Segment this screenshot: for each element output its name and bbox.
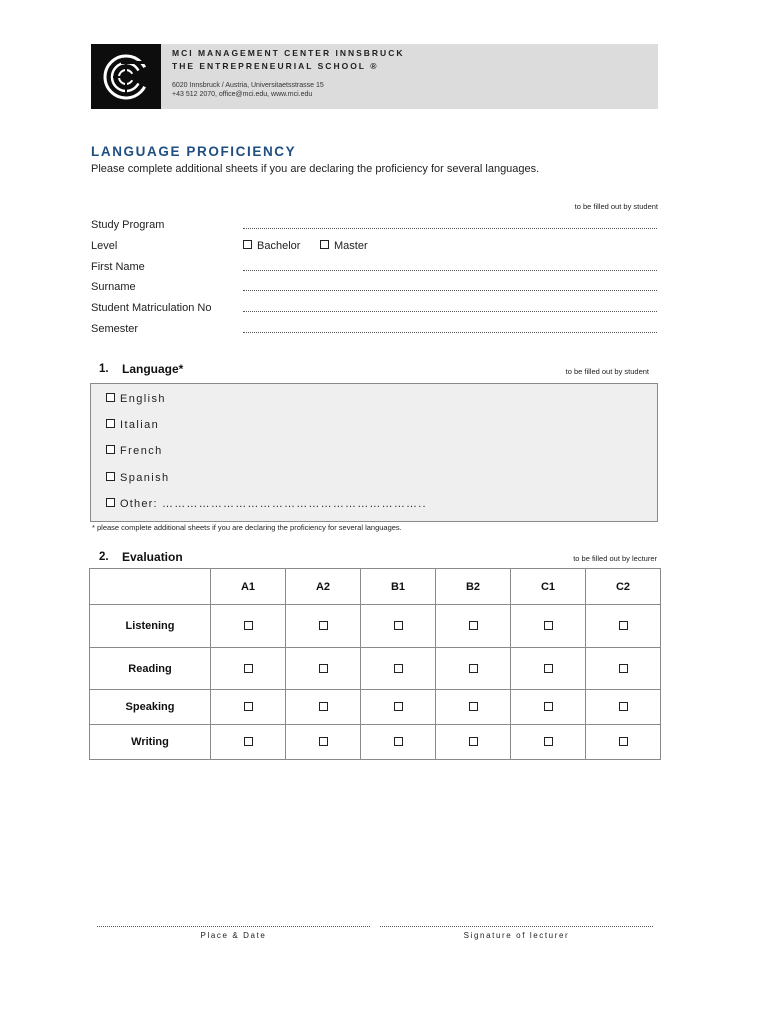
cell	[511, 690, 586, 725]
mci-logo-icon	[101, 52, 151, 102]
cell	[586, 648, 661, 690]
speaking-c1-checkbox[interactable]	[544, 702, 553, 711]
writing-b1-checkbox[interactable]	[394, 737, 403, 746]
language-option-spanish[interactable]	[106, 472, 170, 484]
col-a1: A1	[211, 569, 286, 605]
table-row	[90, 690, 661, 725]
study-program-field[interactable]	[243, 226, 657, 229]
cell	[436, 605, 511, 648]
semester-field[interactable]	[243, 330, 657, 333]
reading-a2-checkbox[interactable]	[319, 664, 328, 673]
surname-label: Surname	[91, 281, 136, 293]
reading-a1-checkbox[interactable]	[244, 664, 253, 673]
language-option-english[interactable]	[106, 393, 166, 405]
cell	[211, 648, 286, 690]
listening-b1-checkbox[interactable]	[394, 621, 403, 630]
cell	[211, 690, 286, 725]
language-option-french[interactable]	[106, 445, 163, 457]
language-option-other[interactable]	[106, 498, 427, 510]
reading-b1-checkbox[interactable]	[394, 664, 403, 673]
page-title: LANGUAGE PROFICIENCY	[91, 144, 297, 159]
semester-label: Semester	[91, 323, 139, 335]
listening-c2-checkbox[interactable]	[619, 621, 628, 630]
level-label: Level	[91, 240, 118, 252]
section2-title: Evaluation	[122, 550, 183, 564]
listening-a1-checkbox[interactable]	[244, 621, 253, 630]
italian-label: Italian	[120, 419, 160, 431]
spanish-label: Spanish	[120, 472, 170, 484]
row-writing: Writing	[90, 725, 211, 760]
table-corner	[90, 569, 211, 605]
cell	[361, 605, 436, 648]
col-c2: C2	[586, 569, 661, 605]
cell	[211, 605, 286, 648]
cell	[511, 605, 586, 648]
student-fill-note: to be filled out by student	[574, 202, 658, 211]
french-checkbox[interactable]	[106, 445, 115, 454]
writing-a2-checkbox[interactable]	[319, 737, 328, 746]
reading-b2-checkbox[interactable]	[469, 664, 478, 673]
french-label: French	[120, 445, 163, 457]
first-name-label: First Name	[91, 261, 145, 273]
speaking-b2-checkbox[interactable]	[469, 702, 478, 711]
org-tagline: THE ENTREPRENEURIAL SCHOOL ®	[172, 61, 379, 71]
writing-c1-checkbox[interactable]	[544, 737, 553, 746]
english-label: English	[120, 393, 166, 405]
study-program-label: Study Program	[91, 219, 165, 231]
lecturer-signature-label: Signature of lecturer	[463, 931, 570, 940]
matriculation-label: Student Matriculation No	[91, 302, 212, 314]
table-row	[90, 648, 661, 690]
listening-b2-checkbox[interactable]	[469, 621, 478, 630]
cell	[361, 725, 436, 760]
section1-number: 1.	[99, 363, 109, 375]
row-listening: Listening	[90, 605, 211, 648]
cell	[286, 690, 361, 725]
section2-note: to be filled out by lecturer	[573, 554, 657, 563]
col-b1: B1	[361, 569, 436, 605]
place-date-line[interactable]	[97, 924, 370, 927]
level-bachelor-option[interactable]	[243, 240, 300, 252]
speaking-c2-checkbox[interactable]	[619, 702, 628, 711]
writing-b2-checkbox[interactable]	[469, 737, 478, 746]
speaking-a2-checkbox[interactable]	[319, 702, 328, 711]
cell	[361, 690, 436, 725]
writing-a1-checkbox[interactable]	[244, 737, 253, 746]
reading-c1-checkbox[interactable]	[544, 664, 553, 673]
italian-checkbox[interactable]	[106, 419, 115, 428]
bachelor-label: Bachelor	[257, 240, 301, 252]
page-subtitle: Please complete additional sheets if you are declaring the proficiency for several languages.	[91, 163, 540, 175]
master-checkbox[interactable]	[320, 240, 329, 249]
spanish-checkbox[interactable]	[106, 472, 115, 481]
level-master-option[interactable]	[320, 240, 368, 252]
language-option-italian[interactable]	[106, 419, 159, 431]
other-label: Other: ………………………………………………………..	[120, 498, 427, 510]
language-footnote: * please complete additional sheets if you are declaring the proficiency for several languages.	[92, 523, 402, 532]
cell	[436, 725, 511, 760]
place-date-label: Place & Date	[200, 931, 267, 940]
table-row	[90, 605, 661, 648]
cell	[361, 648, 436, 690]
cell	[436, 690, 511, 725]
listening-a2-checkbox[interactable]	[319, 621, 328, 630]
cell	[286, 605, 361, 648]
org-address: 6020 Innsbruck / Austria, Universitaetsstrasse 15	[172, 82, 324, 89]
cell	[511, 648, 586, 690]
col-b2: B2	[436, 569, 511, 605]
lecturer-signature-line[interactable]	[380, 924, 653, 927]
row-speaking: Speaking	[90, 690, 211, 725]
writing-c2-checkbox[interactable]	[619, 737, 628, 746]
english-checkbox[interactable]	[106, 393, 115, 402]
table-row	[90, 725, 661, 760]
cell	[586, 725, 661, 760]
cell	[586, 605, 661, 648]
section2-number: 2.	[99, 551, 109, 563]
first-name-field[interactable]	[243, 268, 657, 271]
mci-logo	[91, 44, 161, 109]
evaluation-header-row	[90, 569, 661, 605]
col-c1: C1	[511, 569, 586, 605]
listening-c1-checkbox[interactable]	[544, 621, 553, 630]
row-reading: Reading	[90, 648, 211, 690]
master-label: Master	[334, 240, 368, 252]
cell	[511, 725, 586, 760]
org-contact: +43 512 2070, office@mci.edu, www.mci.edu	[172, 91, 313, 98]
matriculation-field[interactable]	[243, 309, 657, 312]
cell	[286, 648, 361, 690]
col-a2: A2	[286, 569, 361, 605]
cell	[436, 648, 511, 690]
reading-c2-checkbox[interactable]	[619, 664, 628, 673]
speaking-b1-checkbox[interactable]	[394, 702, 403, 711]
section1-title: Language*	[122, 362, 184, 376]
section1-note: to be filled out by student	[565, 367, 649, 376]
evaluation-table	[89, 568, 661, 760]
other-checkbox[interactable]	[106, 498, 115, 507]
cell	[586, 690, 661, 725]
bachelor-checkbox[interactable]	[243, 240, 252, 249]
org-name: MCI MANAGEMENT CENTER INNSBRUCK	[172, 48, 405, 58]
cell	[211, 725, 286, 760]
cell	[286, 725, 361, 760]
surname-field[interactable]	[243, 288, 657, 291]
speaking-a1-checkbox[interactable]	[244, 702, 253, 711]
